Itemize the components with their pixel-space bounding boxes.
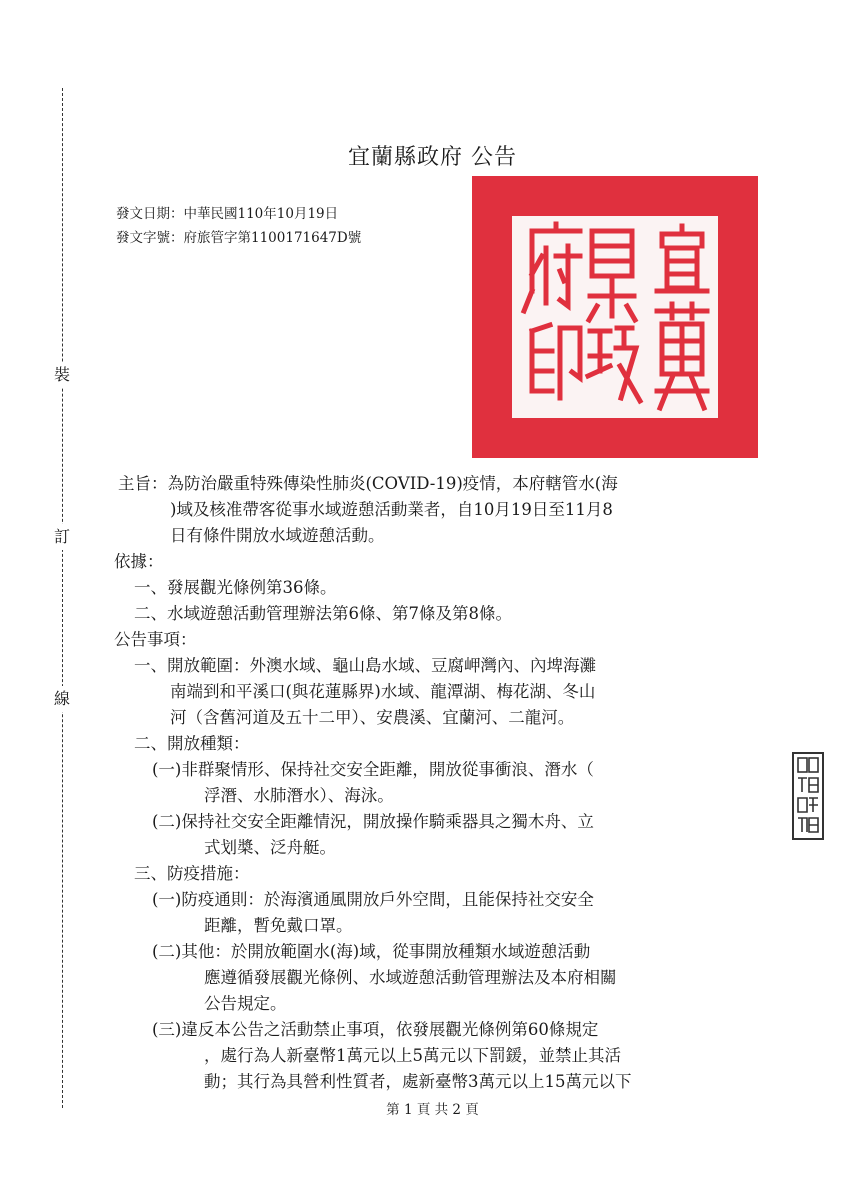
notice-item-3-1-line-1: (一)防疫通則：於海濱通風開放戶外空間，且能保持社交安全 [152, 890, 594, 909]
issue-date: 發文日期：中華民國110年10月19日 [116, 206, 339, 222]
document-title: 宜蘭縣政府 公告 [348, 145, 517, 170]
basis-item-1: 一、發展觀光條例第36條。 [134, 578, 337, 597]
binding-char-xian: 線 [50, 686, 74, 712]
notice-item-2-heading: 二、開放種類： [134, 734, 250, 753]
notice-item-1-line-2: 南端到和平溪口(與花蓮縣界)水域、龍潭湖、梅花湖、冬山 [170, 682, 596, 701]
page-footer: 第 1 頁 共 2 頁 [386, 1102, 479, 1118]
notice-item-3-2-line-3: 公告規定。 [204, 994, 287, 1013]
binding-char-zhuang: 裝 [50, 362, 74, 388]
issue-number: 發文字號：府旅管字第1100171647D號 [116, 230, 362, 246]
basis-item-2: 二、水域遊憩活動管理辦法第6條、第7條及第8條。 [134, 604, 512, 623]
notice-item-2-2-line-1: (二)保持社交安全距離情況，開放操作騎乘器具之獨木舟、立 [152, 812, 594, 831]
notice-item-3-3-line-1: (三)違反本公告之活動禁止事項，依發展觀光條例第60條規定 [152, 1020, 599, 1039]
notice-item-3-3-line-3: 動；其行為具營利性質者，處新臺幣3萬元以上15萬元以下 [204, 1072, 632, 1091]
basis-heading: 依據： [114, 552, 164, 571]
notice-item-1-line-3: 河（含舊河道及五十二甲）、安農溪、宜蘭河、二龍河。 [170, 708, 575, 727]
subject-line-3: 日有條件開放水域遊憩活動。 [170, 526, 385, 545]
notice-item-3-2-line-2: 應遵循發展觀光條例、水域遊憩活動管理辦法及本府相關 [204, 968, 617, 987]
notice-item-2-1-line-1: (一)非群聚情形、保持社交安全距離，開放從事衝浪、潛水（ [152, 760, 594, 779]
subject-line-1: 主旨：為防治嚴重特殊傳染性肺炎(COVID-19)疫情，本府轄管水(海 [118, 474, 618, 493]
notice-item-3-3-line-2: ，處行為人新臺幣1萬元以上5萬元以下罰鍰，並禁止其活 [204, 1046, 621, 1065]
binding-char-ding: 訂 [50, 524, 74, 550]
notice-item-1-line-1: 一、開放範圍：外澳水域、龜山島水域、豆腐岬灣內、內埤海灘 [134, 656, 596, 675]
notice-heading: 公告事項： [114, 630, 197, 649]
notice-item-3-2-line-1: (二)其他：於開放範圍水(海)域，從事開放種類水域遊憩活動 [152, 942, 591, 961]
notice-item-3-heading: 三、防疫措施： [134, 864, 250, 883]
notice-item-2-2-line-2: 式划槳、泛舟艇。 [204, 838, 336, 857]
notice-item-2-1-line-2: 浮潛、水肺潛水）、海泳。 [204, 786, 394, 805]
subject-line-2: )域及核准帶客從事水域遊憩活動業者，自10月19日至11月8 [170, 500, 613, 519]
notice-item-3-1-line-2: 距離，暫免戴口罩。 [204, 916, 353, 935]
